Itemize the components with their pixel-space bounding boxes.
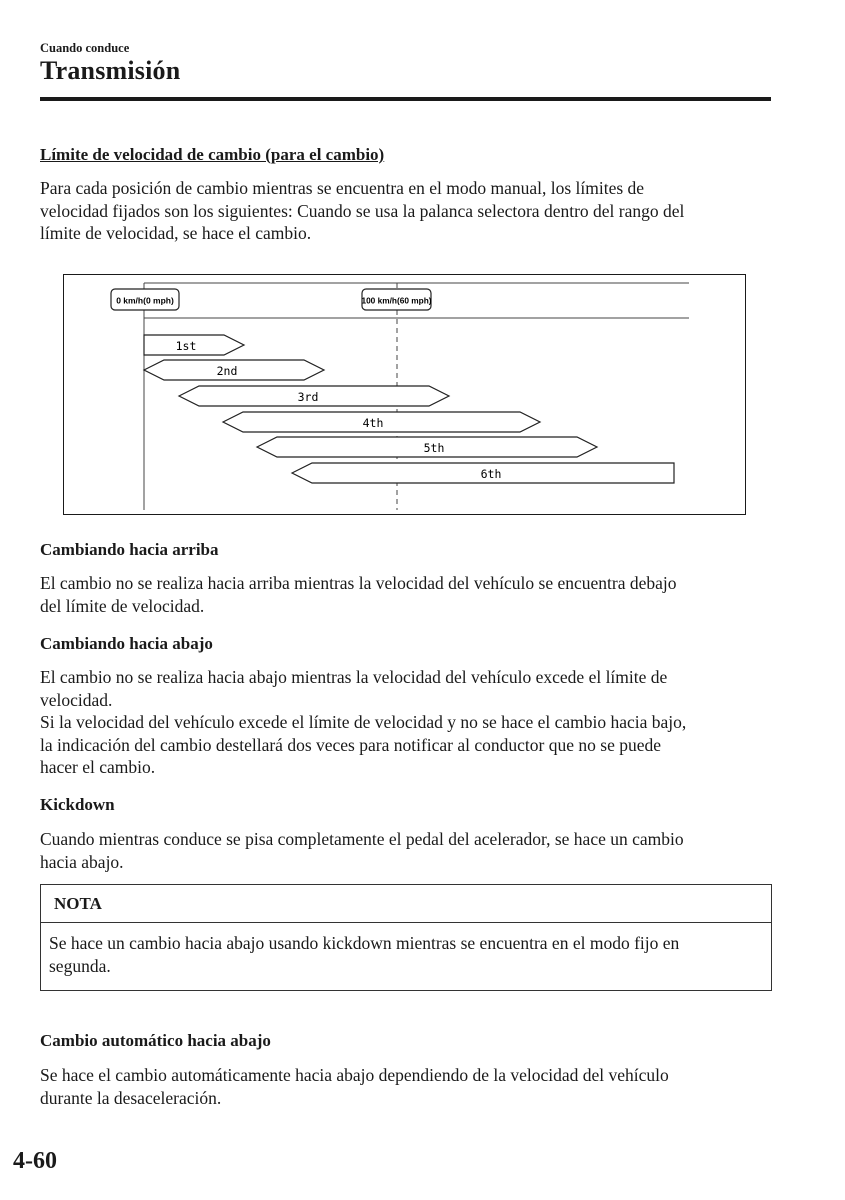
speed-limit-heading: Límite de velocidad de cambio (para el cambio)	[40, 145, 385, 164]
auto-downshift-paragraph	[40, 1064, 775, 1109]
gear-4th-label: 4th	[362, 416, 384, 430]
paragraph-line: El cambio no se realiza hacia arriba mientras la velocidad del vehículo se encuentra debajo	[40, 573, 677, 593]
paragraph-line: hacia abajo.	[40, 851, 124, 872]
paragraph-line: Si la velocidad del vehículo excede el límite de velocidad y no se hace el cambio hacia bajo,	[40, 712, 687, 732]
paragraph-line: Se hace un cambio hacia abajo usando kickdown mientras se encuentra en el modo fijo en	[49, 933, 680, 953]
downshift-paragraph	[40, 666, 775, 779]
gear-1st-label: 1st	[175, 339, 197, 353]
gear-6th-label: 6th	[480, 467, 502, 481]
diagram-svg	[64, 275, 747, 516]
kickdown-heading: Kickdown	[40, 795, 115, 814]
gear-2nd-label: 2nd	[216, 364, 238, 378]
paragraph-line: durante la desaceleración.	[40, 1087, 222, 1108]
zero-speed-label: 0 km/h(0 mph)	[116, 295, 174, 306]
speed-limit-paragraph	[40, 177, 775, 245]
gear-3rd-label: 3rd	[297, 390, 319, 404]
note-header	[41, 885, 771, 923]
section-label: Cuando conduce	[40, 41, 130, 55]
paragraph-line: Para cada posición de cambio mientras se encuentra en el modo manual, los límites de	[40, 178, 645, 198]
paragraph-line: Cuando mientras conduce se pisa completamente el pedal del acelerador, se hace un cambio	[40, 829, 684, 849]
auto-downshift-heading: Cambio automático hacia abajo	[40, 1031, 271, 1050]
gear-5th-label: 5th	[423, 441, 445, 455]
note-title: NOTA	[54, 894, 102, 913]
kickdown-paragraph	[40, 828, 775, 873]
note-box	[40, 884, 772, 991]
paragraph-line: límite de velocidad, se hace el cambio.	[40, 223, 312, 243]
paragraph-line: del límite de velocidad.	[40, 595, 205, 616]
paragraph-line: Se hace el cambio automáticamente hacia abajo dependiendo de la velocidad del vehículo	[40, 1065, 669, 1085]
page-number: 4-60	[13, 1148, 57, 1174]
page-title: Transmisión	[40, 56, 181, 85]
paragraph-line: velocidad.	[40, 689, 113, 710]
paragraph-line: velocidad fijados son los siguientes: Cuando se usa la palanca selectora dentro del rango del	[40, 200, 685, 221]
paragraph-line: El cambio no se realiza hacia abajo mientras la velocidad del vehículo excede el límite de	[40, 667, 668, 687]
mid-speed-label: 100 km/h(60 mph)	[361, 295, 432, 306]
paragraph-line: segunda.	[49, 955, 111, 976]
paragraph-line: hacer el cambio.	[40, 757, 156, 777]
shift-speed-diagram	[63, 274, 746, 515]
upshift-heading: Cambiando hacia arriba	[40, 540, 219, 559]
paragraph-line: la indicación del cambio destellará dos veces para notificar al conductor que no se puede	[40, 734, 661, 755]
note-text	[49, 932, 764, 977]
downshift-heading: Cambiando hacia abajo	[40, 634, 213, 653]
upshift-paragraph	[40, 572, 775, 617]
title-rule	[40, 97, 771, 101]
